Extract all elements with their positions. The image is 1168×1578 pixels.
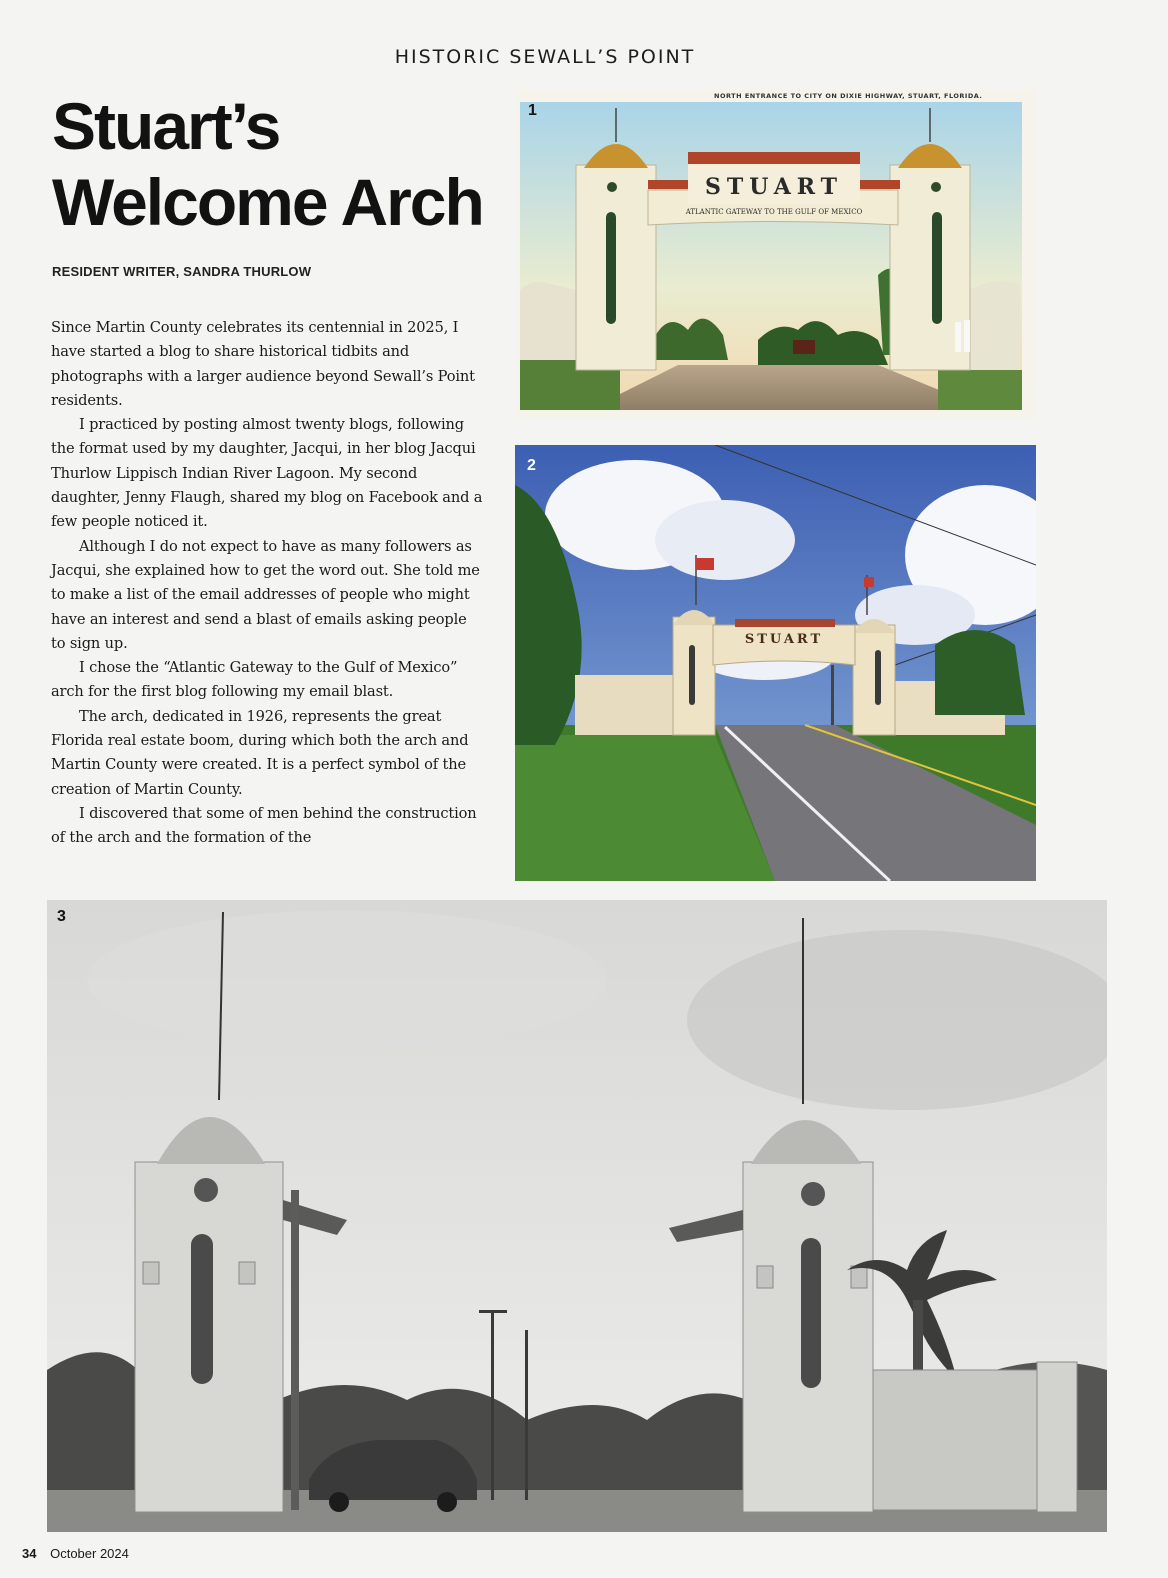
- page-footer: [22, 1546, 129, 1561]
- title-line-2: Welcome Arch: [52, 165, 483, 239]
- byline: RESIDENT WRITER, SANDRA THURLOW: [52, 264, 312, 279]
- photo-2-number: 2: [527, 457, 536, 474]
- paragraph-1: Since Martin County celebrates its centennial in 2025, I have started a blog to share historical tidbits and photographs with a larger audience beyond Sewall’s Point residents.: [51, 319, 475, 409]
- paragraph-5: The arch, dedicated in 1926, represents the great Florida real estate boom, during which both the arch and Martin County were created. It is a perfect symbol of the creation of Martin County.: [51, 707, 469, 798]
- historic-arch-photo: [47, 900, 1107, 1532]
- paragraph-4: I chose the “Atlantic Gateway to the Gulf of Mexico” arch for the first blog following my email blast.: [51, 659, 458, 701]
- postcard-arch-subsign: ATLANTIC GATEWAY TO THE GULF OF MEXICO: [685, 208, 863, 216]
- paragraph-3: Although I do not expect to have as many followers as Jacqui, she explained how to get the word out. She told me to make a list of the email addresses of people who might have an interest and send a blast of emails asking people to sign up.: [51, 537, 480, 652]
- paragraph-2: I practiced by posting almost twenty blogs, following the format used by my daughter, Jacqui, in her blog Jacqui Thurlow Lippisch Indian River Lagoon. My second daughter, Jenny Flaugh, shared my blog on Facebook and a few people noticed it.: [51, 416, 483, 531]
- modern-arch-photo: [515, 445, 1036, 881]
- article-title: [52, 88, 492, 240]
- photo-1-vintage-postcard: [518, 90, 1036, 418]
- section-header: HISTORIC SEWALL’S POINT: [394, 46, 696, 68]
- photo-3-number: 3: [57, 908, 66, 925]
- photo-2-modern-arch: [515, 445, 1036, 881]
- issue-date: October 2024: [50, 1546, 129, 1561]
- postcard-caption: NORTH ENTRANCE TO CITY ON DIXIE HIGHWAY, STUART, FLORIDA.: [714, 92, 983, 100]
- postcard-arch-sign: STUART: [704, 174, 844, 200]
- page-number: 34: [22, 1546, 37, 1561]
- photo-3-historic-bw: [47, 900, 1107, 1532]
- title-line-1: Stuart’s: [52, 89, 280, 163]
- paragraph-6: I discovered that some of men behind the construction of the arch and the formation of the: [51, 804, 477, 847]
- modern-arch-sign: STUART: [744, 632, 824, 647]
- article-body: [51, 316, 483, 851]
- photo-1-number: 1: [528, 102, 537, 119]
- postcard-illustration: [518, 90, 1036, 418]
